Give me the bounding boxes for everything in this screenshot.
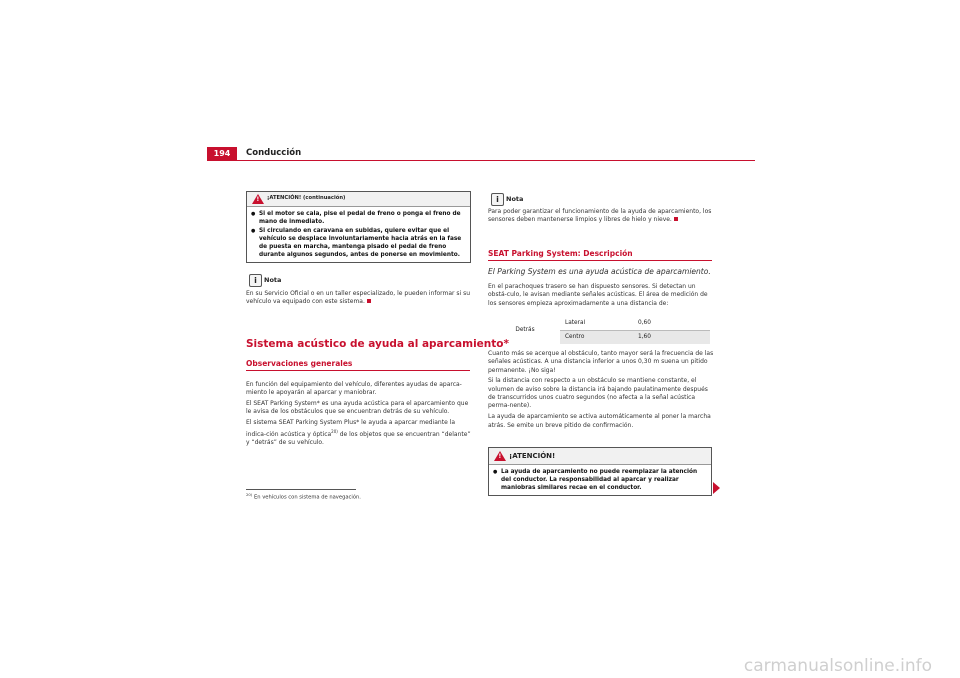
- right-intro: [488, 283, 714, 310]
- sensor-distance-table: [490, 317, 710, 344]
- note-text-block: [246, 290, 472, 309]
- note-title: Nota: [506, 195, 524, 203]
- right-body-text: [488, 350, 714, 432]
- warning-triangle-icon: [494, 451, 506, 461]
- end-mark-icon: [674, 217, 678, 221]
- warning-box-continued: [246, 191, 471, 263]
- note-text: Para poder garantizar el funcionamiento de la ayuda de aparcamiento, los sensores deben mantenerse limpios y libres de hielo y nieve.: [488, 208, 712, 224]
- header-rule: [207, 160, 755, 161]
- paragraph: [246, 419, 472, 447]
- footnote-rule: [246, 489, 356, 490]
- warning-body: [489, 465, 711, 495]
- section-subtitle: El Parking System es una ayuda acústica de aparcamiento.: [488, 267, 711, 276]
- warning-item: ● La ayuda de aparcamiento no puede reemplazar la atención del conductor. La responsabilidad al aparcar y realizar maniobras similares recae en el conductor.: [493, 468, 707, 492]
- table-cell: 0,60: [638, 320, 651, 326]
- note-title: Nota: [264, 276, 282, 284]
- subsection-heading: SEAT Parking System: Descripción: [488, 249, 633, 258]
- warning-triangle-icon: [252, 194, 264, 204]
- note-text-block: [488, 208, 712, 227]
- table-cell: Lateral: [565, 320, 586, 326]
- watermark: carmanualsonline.info: [743, 656, 932, 676]
- table-row-label: Detrás: [515, 327, 535, 333]
- footnote-ref: 20): [331, 428, 338, 434]
- table-cell: Centro: [565, 334, 585, 340]
- table-row: [560, 317, 710, 331]
- page-title: Conducción: [246, 148, 302, 158]
- paragraph-text: El sistema SEAT Parking System Plus* le ayuda a aparcar mediante la indica-ción acústica y óptica: [246, 419, 456, 438]
- continue-arrow-icon: [713, 482, 720, 494]
- info-icon: i: [491, 193, 504, 206]
- end-mark-icon: [367, 299, 371, 303]
- left-body-text: [246, 381, 472, 450]
- footnote-number: 20): [246, 492, 253, 497]
- table-cell: 1,60: [638, 334, 651, 340]
- note-text: En su Servicio Oficial o en un taller especializado, le pueden informar si su vehículo va equipado con este sistema.: [246, 290, 471, 306]
- paragraph: La ayuda de aparcamiento se activa automáticamente al poner la marcha atrás. Se emite un breve pitido de confirmación.: [488, 413, 711, 429]
- paragraph: En función del equipamiento del vehículo, diferentes ayudas de aparca-miento le apoyarán al aparcar y maniobrar.: [246, 381, 462, 397]
- paragraph: El SEAT Parking System* es una ayuda acústica para el aparcamiento que le avisa de los obstáculos que se encuentran detrás de su vehículo.: [246, 400, 469, 416]
- subsection-heading: Observaciones generales: [246, 359, 353, 368]
- paragraph-text: de los objetos que se encuentran “delante” y “detrás” de su vehículo.: [246, 430, 471, 446]
- page-number: 194: [207, 147, 237, 160]
- paragraph: En el parachoques trasero se han dispuesto sensores. Si detectan un obstá-culo, le avisan mediante señales acústicas. El área de medición de los sensores empieza aproximadamente a una distancia de:: [488, 283, 708, 307]
- info-icon: i: [249, 274, 262, 287]
- warning-label: ¡ATENCIÓN! (continuación): [267, 195, 346, 201]
- paragraph: Cuanto más se acerque al obstáculo, tanto mayor será la frecuencia de las señales acústicas. A una distancia inferior a unos 0,30 m suena un pitido permanente. ¡No siga!: [488, 350, 714, 374]
- warning-box: [488, 447, 712, 496]
- warning-header: [247, 192, 470, 207]
- heading-rule: [488, 260, 712, 261]
- heading-rule: [246, 370, 470, 371]
- warning-header: [489, 448, 711, 465]
- footnote: [246, 492, 361, 501]
- footnote-text: En vehículos con sistema de navegación.: [253, 494, 361, 501]
- warning-body: [247, 207, 470, 262]
- section-heading: Sistema acústico de ayuda al aparcamiento*: [246, 338, 509, 350]
- warning-label: ¡ATENCIÓN!: [509, 452, 556, 460]
- warning-item: ● Si circulando en caravana en subidas, quiere evitar que el vehículo se desplace involuntariamente hacia atrás en la fase de puesta en marcha, mantenga pisado el pedal de freno durante algunos segundos, antes de ponerse en movimiento.: [251, 227, 466, 259]
- table-row: [560, 331, 710, 344]
- paragraph: Si la distancia con respecto a un obstáculo se mantiene constante, el volumen de aviso sobre la distancia irá bajando paulatinamente después de transcurridos unos cuatro segundos (no afecta a la señal acústica perma-nente).: [488, 377, 708, 410]
- warning-item: ● Si el motor se cala, pise el pedal de freno o ponga el freno de mano de inmediato.: [251, 210, 466, 226]
